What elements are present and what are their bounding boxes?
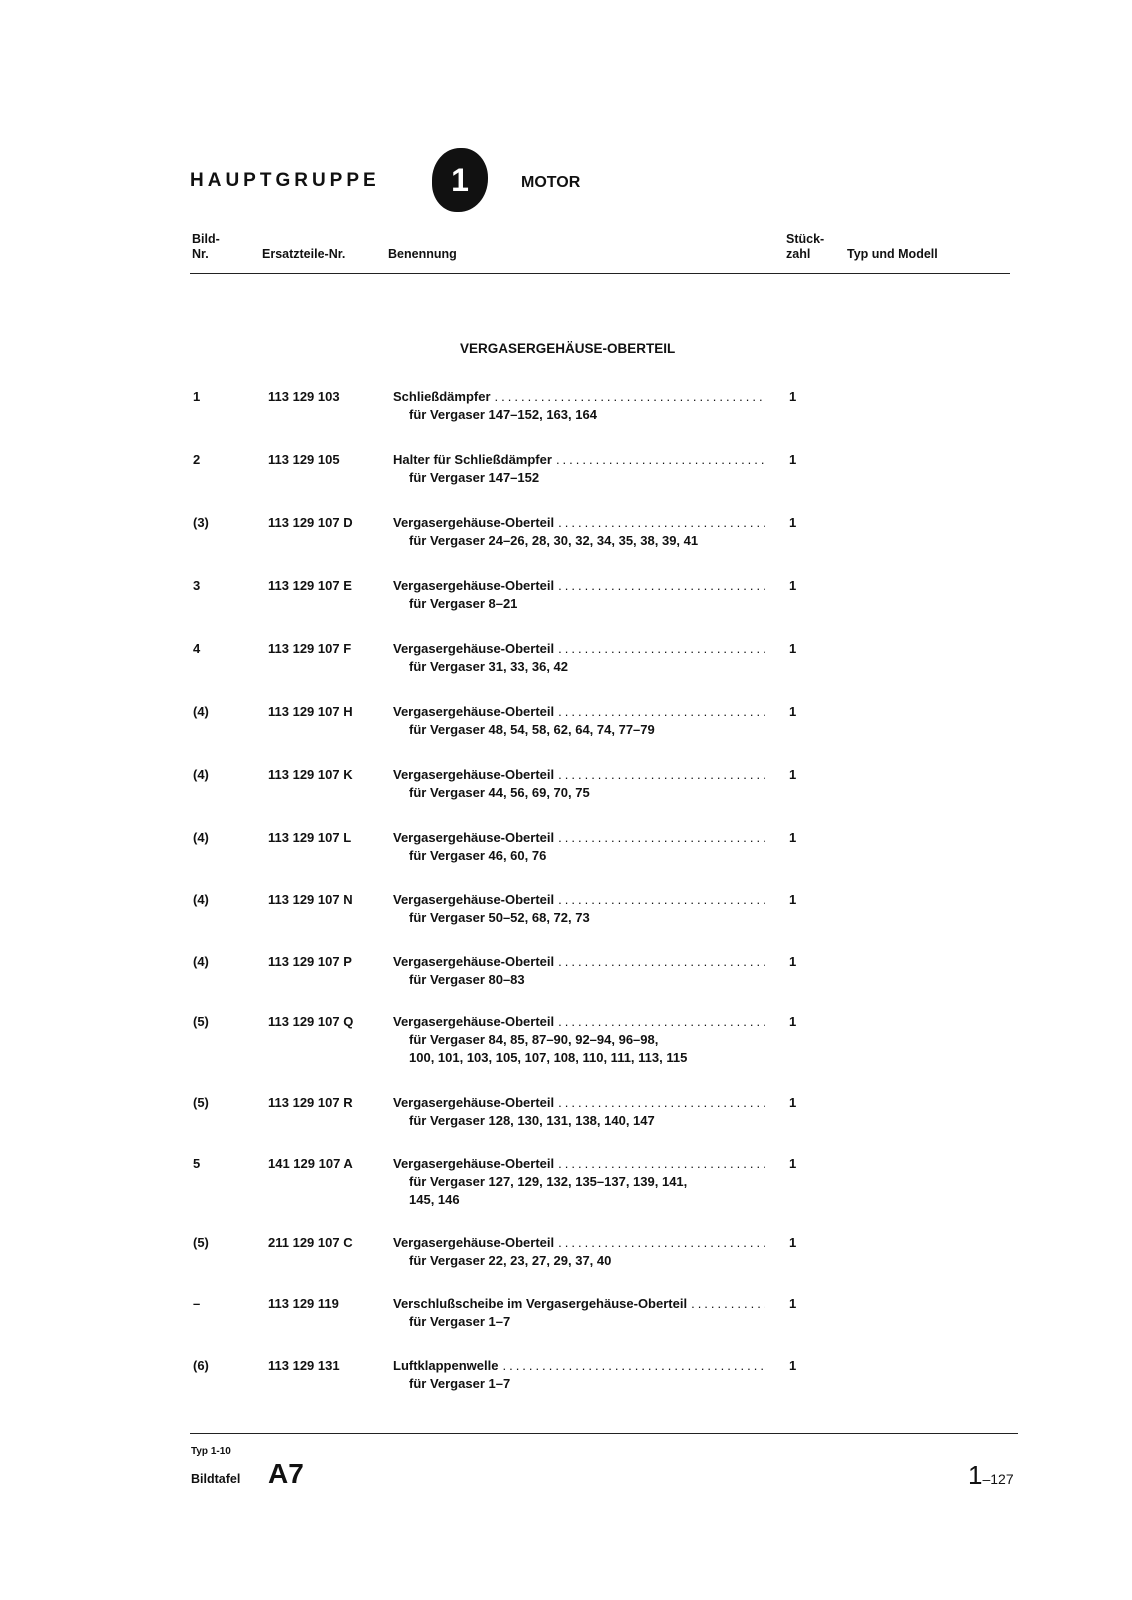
row-part-name: Vergasergehäuse-Oberteil — [393, 1235, 555, 1250]
column-header-part-no: Ersatzteile-Nr. — [262, 247, 346, 261]
row-description — [393, 1295, 765, 1331]
row-detail-line: für Vergaser 31, 33, 36, 42 — [409, 659, 568, 674]
leader-dots — [495, 388, 765, 406]
row-detail-line: für Vergaser 22, 23, 27, 29, 37, 40 — [409, 1253, 612, 1268]
row-description — [393, 891, 765, 927]
row-description — [393, 703, 765, 739]
row-detail-line: für Vergaser 1–7 — [409, 1376, 511, 1391]
row-part-name: Vergasergehäuse-Oberteil — [393, 1156, 555, 1171]
column-header-model: Typ und Modell — [847, 247, 938, 261]
row-part-number: 113 129 107 Q — [268, 1014, 354, 1029]
header-rule — [190, 273, 1010, 274]
row-quantity: 1 — [789, 892, 797, 907]
row-part-name: Vergasergehäuse-Oberteil — [393, 892, 555, 907]
footer-bildtafel-value: A7 — [268, 1458, 304, 1489]
row-detail-line: für Vergaser 24–26, 28, 30, 32, 34, 35, 38, 39, 41 — [409, 533, 699, 548]
group-number-badge: 1 — [432, 148, 488, 212]
row-part-name: Vergasergehäuse-Oberteil — [393, 954, 555, 969]
row-description — [393, 1234, 765, 1270]
row-part-number: 113 129 119 — [268, 1296, 339, 1311]
group-name: MOTOR — [521, 174, 581, 191]
row-quantity: 1 — [789, 767, 797, 782]
column-header-description: Benennung — [388, 247, 457, 261]
row-part-name: Halter für Schließdämpfer — [393, 452, 552, 467]
column-header-bild: Bild- Nr. — [192, 232, 220, 261]
row-bild-nr: (5) — [193, 1014, 209, 1029]
row-detail-line: für Vergaser 84, 85, 87–90, 92–94, 96–98, — [409, 1032, 659, 1047]
row-part-number: 113 129 107 D — [268, 515, 353, 530]
row-bild-nr: – — [193, 1296, 201, 1311]
row-part-number: 113 129 107 L — [268, 830, 352, 845]
leader-dots — [558, 766, 765, 784]
row-detail-line: für Vergaser 50–52, 68, 72, 73 — [409, 910, 590, 925]
leader-dots — [558, 891, 765, 909]
row-quantity: 1 — [789, 1358, 797, 1373]
row-quantity: 1 — [789, 1235, 797, 1250]
row-part-number: 113 129 107 N — [268, 892, 353, 907]
row-part-name: Vergasergehäuse-Oberteil — [393, 1095, 555, 1110]
row-detail-line: für Vergaser 44, 56, 69, 70, 75 — [409, 785, 590, 800]
row-bild-nr: (5) — [193, 1095, 209, 1110]
row-description — [393, 514, 765, 550]
row-quantity: 1 — [789, 1156, 797, 1171]
row-bild-nr: 2 — [193, 452, 201, 467]
row-detail-line: 100, 101, 103, 105, 107, 108, 110, 111, 113, 115 — [409, 1050, 688, 1065]
row-bild-nr: (5) — [193, 1235, 209, 1250]
row-bild-nr: (6) — [193, 1358, 209, 1373]
row-quantity: 1 — [789, 830, 797, 845]
row-description — [393, 1155, 765, 1209]
footer-bildtafel-label: Bildtafel — [191, 1472, 241, 1486]
footer-typ: Typ 1-10 — [191, 1446, 231, 1457]
row-part-number: 113 129 107 F — [268, 641, 352, 656]
row-description — [393, 388, 765, 424]
leader-dots — [558, 514, 765, 532]
row-part-number: 113 129 107 E — [268, 578, 352, 593]
leader-dots — [558, 1234, 765, 1252]
row-detail-line: für Vergaser 1–7 — [409, 1314, 511, 1329]
row-bild-nr: 4 — [193, 641, 201, 656]
row-part-number: 113 129 107 R — [268, 1095, 353, 1110]
leader-dots — [558, 829, 765, 847]
leader-dots — [502, 1357, 765, 1375]
row-bild-nr: 3 — [193, 578, 201, 593]
row-detail-line: 145, 146 — [409, 1192, 460, 1207]
leader-dots — [558, 1094, 765, 1112]
row-part-number: 113 129 107 H — [268, 704, 353, 719]
row-detail-line: für Vergaser 46, 60, 76 — [409, 848, 547, 863]
row-bild-nr: 5 — [193, 1156, 201, 1171]
row-quantity: 1 — [789, 452, 797, 467]
row-part-name: Verschlußscheibe im Vergasergehäuse-Oberteil — [393, 1296, 688, 1311]
row-detail-line: für Vergaser 127, 129, 132, 135–137, 139, 141, — [409, 1174, 688, 1189]
row-part-number: 113 129 107 P — [268, 954, 352, 969]
row-detail-line: für Vergaser 147–152, 163, 164 — [409, 407, 597, 422]
row-detail-line: für Vergaser 48, 54, 58, 62, 64, 74, 77–79 — [409, 722, 655, 737]
row-bild-nr: (4) — [193, 704, 209, 719]
leader-dots — [558, 640, 765, 658]
row-part-name: Vergasergehäuse-Oberteil — [393, 1014, 555, 1029]
row-quantity: 1 — [789, 954, 797, 969]
page-number: 1–127 — [968, 1460, 1014, 1490]
row-quantity: 1 — [789, 1296, 797, 1311]
row-bild-nr: 1 — [193, 389, 201, 404]
row-quantity: 1 — [789, 389, 797, 404]
section-title: VERGASERGEHÄUSE-OBERTEIL — [460, 341, 676, 356]
row-detail-line: für Vergaser 147–152 — [409, 470, 540, 485]
row-description — [393, 766, 765, 802]
row-detail-line: für Vergaser 128, 130, 131, 138, 140, 147 — [409, 1113, 655, 1128]
leader-dots — [558, 703, 765, 721]
row-bild-nr: (4) — [193, 892, 209, 907]
leader-dots — [558, 1155, 765, 1173]
footer-rule — [190, 1433, 1018, 1434]
row-part-name: Vergasergehäuse-Oberteil — [393, 515, 555, 530]
row-part-name: Vergasergehäuse-Oberteil — [393, 767, 555, 782]
row-part-name: Luftklappenwelle — [393, 1358, 499, 1373]
row-detail-line: für Vergaser 80–83 — [409, 972, 525, 987]
leader-dots — [556, 451, 765, 469]
row-part-number: 113 129 107 K — [268, 767, 353, 782]
row-bild-nr: (3) — [193, 515, 209, 530]
row-bild-nr: (4) — [193, 954, 209, 969]
leader-dots — [558, 1013, 765, 1031]
row-description — [393, 829, 765, 865]
row-part-number: 113 129 131 — [268, 1358, 340, 1373]
row-quantity: 1 — [789, 578, 797, 593]
row-description — [393, 953, 765, 989]
row-quantity: 1 — [789, 704, 797, 719]
row-description — [393, 577, 765, 613]
leader-dots — [558, 953, 765, 971]
row-part-name: Vergasergehäuse-Oberteil — [393, 641, 555, 656]
row-description — [393, 451, 765, 487]
leader-dots — [691, 1295, 765, 1313]
row-quantity: 1 — [789, 1095, 797, 1110]
row-detail-line: für Vergaser 8–21 — [409, 596, 518, 611]
group-label: HAUPTGRUPPE — [190, 170, 380, 191]
row-part-name: Vergasergehäuse-Oberteil — [393, 830, 555, 845]
row-part-name: Schließdämpfer — [393, 389, 491, 404]
row-bild-nr: (4) — [193, 830, 209, 845]
row-description — [393, 640, 765, 676]
column-header-qty: Stück- zahl — [786, 232, 825, 261]
row-description — [393, 1357, 765, 1393]
row-part-number: 113 129 105 — [268, 452, 340, 467]
row-part-name: Vergasergehäuse-Oberteil — [393, 704, 555, 719]
row-part-number: 113 129 103 — [268, 389, 340, 404]
row-part-number: 211 129 107 C — [268, 1235, 353, 1250]
row-bild-nr: (4) — [193, 767, 209, 782]
row-quantity: 1 — [789, 641, 797, 656]
row-quantity: 1 — [789, 515, 797, 530]
row-description — [393, 1013, 765, 1067]
row-part-number: 141 129 107 A — [268, 1156, 353, 1171]
leader-dots — [558, 577, 765, 595]
row-part-name: Vergasergehäuse-Oberteil — [393, 578, 555, 593]
row-quantity: 1 — [789, 1014, 797, 1029]
row-description — [393, 1094, 765, 1130]
